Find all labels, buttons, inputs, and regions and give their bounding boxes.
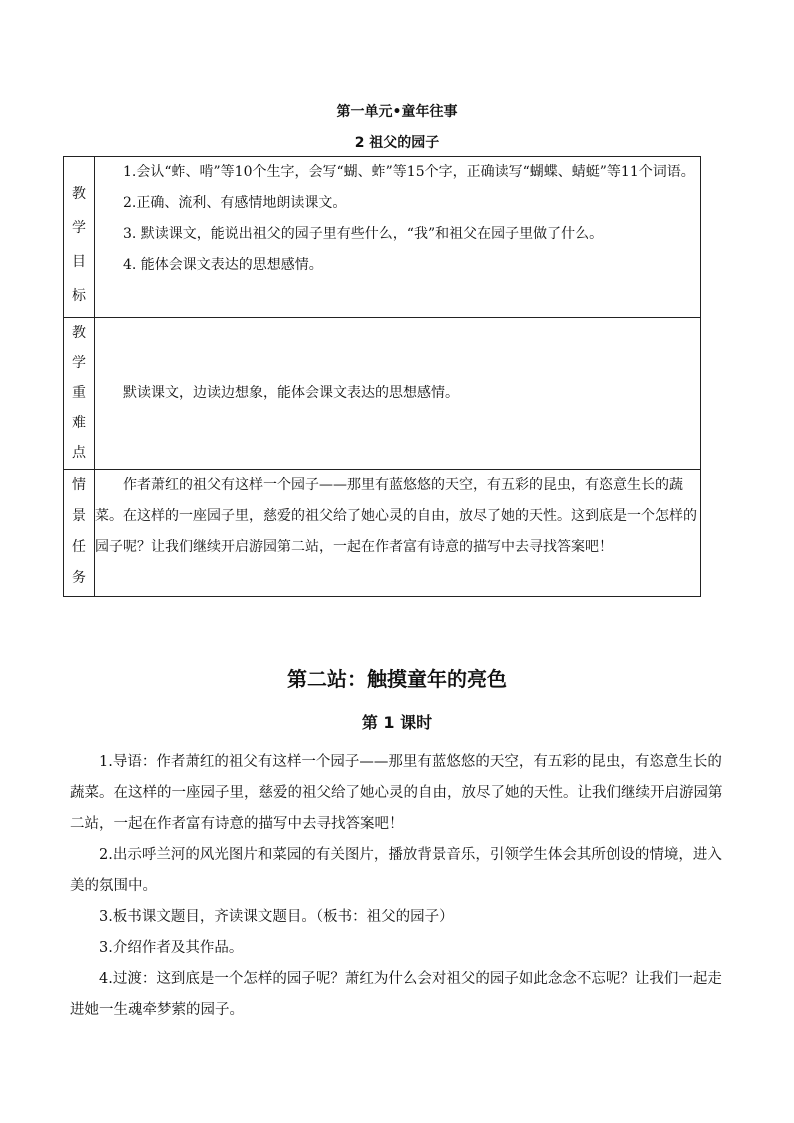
step-item: 4.过渡：这到底是一个怎样的园子呢？萧红为什么会对祖父的园子如此念念不忘呢？让我们一起走进她一生魂牵梦萦的园子。 xyxy=(70,971,722,1018)
goal-item: 1.会认“蚱、啃”等10个生字，会写“蝴、蚱”等15个字，正确读写“蝴蝶、蜻蜓”等11个词语。 xyxy=(123,164,695,180)
task-text: 作者萧红的祖父有这样一个园子——那里有蓝悠悠的天空，有五彩的昆虫，有恣意生长的蔬菜。在这样的一座园子里，慈爱的祖父给了她心灵的自由，放尽了她的天性。这到底是一个怎样的园子呢？让我们继续开启游园第二站，一起在作者富有诗意的描写中去寻找答案吧！ xyxy=(95,477,697,555)
key-points-text: 默读课文，边读边想象，能体会课文表达的思想感情。 xyxy=(123,385,459,401)
key-points-cell xyxy=(95,318,701,470)
table-row-goals xyxy=(64,157,701,318)
lesson-plan-table xyxy=(63,156,701,597)
goals-cell xyxy=(95,157,701,318)
step-item: 1.导语：作者萧红的祖父有这样一个园子——那里有蓝悠悠的天空，有五彩的昆虫，有恣意生长的蔬菜。在这样的一座园子里，慈爱的祖父给了她心灵的自由，放尽了她的天性。让我们继续开启游园第二站，一起在作者富有诗意的描写中去寻找答案吧！ xyxy=(70,754,723,832)
lesson-title: 2 祖父的园子 xyxy=(354,135,440,151)
row-header-key-points: 教 学 重 难 点 xyxy=(64,318,95,470)
goal-item: 4. 能体会课文表达的思想感情。 xyxy=(123,257,323,273)
row-header-task: 情 景 任 务 xyxy=(64,470,95,597)
table-row-key-points xyxy=(64,318,701,470)
goal-item: 2.正确、流利、有感情地朗读课文。 xyxy=(123,195,347,211)
table-row-task xyxy=(64,470,701,597)
unit-title: 第一单元•童年往事 xyxy=(336,104,458,120)
task-cell xyxy=(95,470,701,597)
step-item: 3.板书课文题目，齐读课文题目。（板书：祖父的园子） xyxy=(99,909,454,925)
step-item: 3.介绍作者及其作品。 xyxy=(99,940,244,956)
step-item: 2.出示呼兰河的风光图片和菜园的有关图片，播放背景音乐，引领学生体会其所创设的情境，进入美的氛围中。 xyxy=(70,847,722,894)
row-header-goals: 教 学 目 标 xyxy=(64,157,95,318)
section-title: 第二站：触摸童年的亮色 xyxy=(287,667,507,691)
teaching-steps xyxy=(70,747,724,1026)
goal-item: 3. 默读课文，能说出祖父的园子里有些什么，“我”和祖父在园子里做了什么。 xyxy=(123,226,604,242)
period-title: 第 1 课时 xyxy=(361,713,433,732)
